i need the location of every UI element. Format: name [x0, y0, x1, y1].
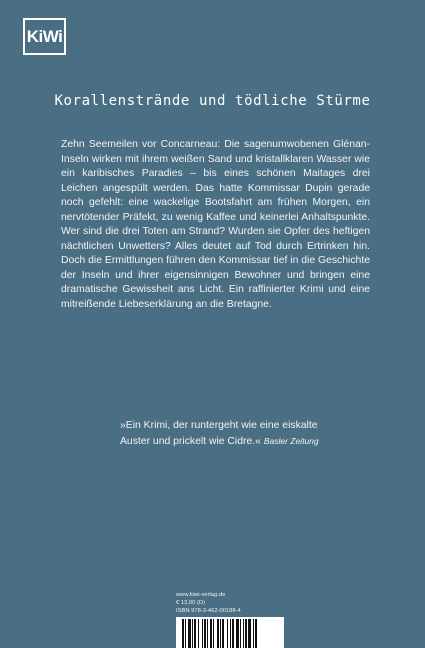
- barcode-bar: [227, 619, 228, 648]
- publisher-logo: [23, 18, 66, 55]
- barcode-bar: [198, 619, 199, 648]
- barcode-bar: [185, 619, 186, 648]
- barcode-graphic: [176, 617, 284, 648]
- isbn-label: ISBN 978-3-462-00188-4: [176, 608, 241, 614]
- barcode-bar: [220, 619, 221, 648]
- press-quote-source: Basler Zeitung: [263, 435, 319, 446]
- barcode-bar: [236, 619, 239, 648]
- barcode-bar: [213, 619, 214, 648]
- barcode-bar: [240, 619, 241, 648]
- barcode-bar: [253, 619, 254, 648]
- barcode: [176, 617, 284, 648]
- barcode-bar: [207, 619, 208, 648]
- price-label: € 13,00 (D): [176, 600, 205, 606]
- blurb-text: Zehn Seemeilen vor Concarneau: Die sagenumwobenen Glénan-Inseln wirken mit ihrem weißen Sand und kristallklaren Wasser wie ein karibisches Paradies – bis eines schönen Maitages drei Leichen angespült werden. Das hatte Kommissar Dupin gerade noch gefehlt: eine wackelige Bootsfahrt am frühen Morgen, ein nervtötender Präfekt, zu wenig Kaffee und keinerlei Anhaltspunkte. Wer sind die drei Toten am Strand? Wurden sie Opfer des heftigen nächtlichen Unwetters? Alles deutet auf Tod durch Ertrinken hin. Doch die Ermittlungen führen den Kommissar tief in die Geschichte der Inseln und ihrer eigensinnigen Bewohner und bringen eine dramatische Gewissheit ans Licht. Ein raffinierter Krimi und eine mitreißende Liebeserklärung an die Bretagne.: [61, 139, 370, 310]
- barcode-bar: [245, 619, 247, 648]
- barcode-bar: [204, 619, 206, 648]
- press-quote: [120, 419, 340, 449]
- barcode-bar: [194, 619, 196, 648]
- press-quote-text: »Ein Krimi, der runtergeht wie eine eiskalte Auster und prickelt wie Cidre.«: [120, 420, 318, 447]
- barcode-bar: [222, 619, 224, 648]
- barcode-bar: [232, 619, 234, 648]
- barcode-bar: [202, 619, 203, 648]
- barcode-bar: [210, 619, 212, 648]
- barcode-bar: [255, 619, 257, 648]
- publisher-website: www.kiwi-verlag.de: [176, 592, 226, 598]
- publisher-logo-text: KiWi: [26, 26, 63, 46]
- headline: Korallenstrände und tödliche Stürme: [54, 93, 371, 109]
- imprint: [176, 591, 241, 615]
- barcode-bar: [217, 619, 219, 648]
- barcode-bar: [192, 619, 193, 648]
- barcode-bar: [243, 619, 244, 648]
- barcode-bar: [188, 619, 191, 648]
- barcode-bar: [182, 619, 184, 648]
- barcode-bar: [248, 619, 251, 648]
- barcode-bar: [230, 619, 231, 648]
